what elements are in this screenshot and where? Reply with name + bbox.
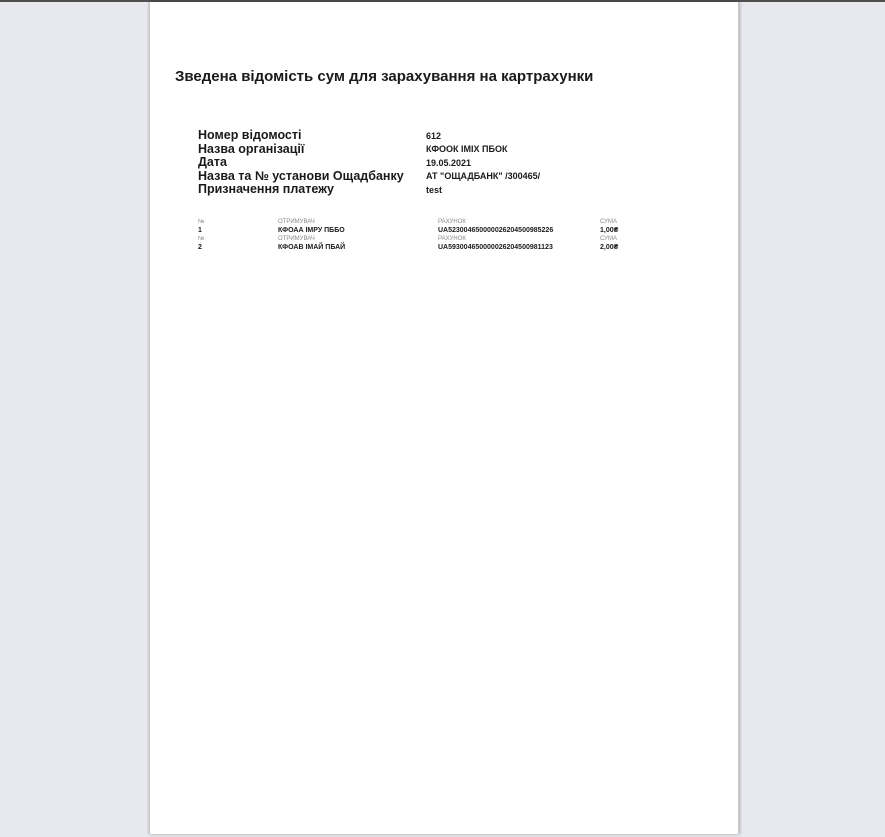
document-title: Зведена відомість сум для зарахування на картрахунки: [175, 68, 594, 85]
column-header-recipient: ОТРИМУВАЧ: [278, 219, 315, 226]
table-header-row: [198, 218, 640, 227]
row-recipient: КФОАА ІМРУ ПББО: [278, 227, 345, 235]
info-label: Назва організації: [198, 141, 305, 156]
table-row: [198, 244, 640, 253]
info-row-payment-purpose: [198, 183, 540, 197]
table-header-row: [198, 235, 640, 244]
info-row-statement-number: [198, 129, 540, 143]
info-value: КФООК ІМІХ ПБОК: [426, 144, 508, 155]
column-header-account: РАХУНОК: [438, 236, 466, 243]
info-value: 612: [426, 130, 442, 141]
column-header-number: №: [198, 219, 205, 226]
row-amount: 2,00₴: [600, 244, 619, 252]
info-label: Дата: [198, 155, 227, 170]
column-header-amount: СУМА: [600, 236, 617, 243]
payments-table: [198, 218, 640, 252]
document-info-block: [198, 129, 540, 197]
info-label: Назва та № установи Ощадбанку: [198, 168, 404, 183]
table-row: [198, 227, 640, 236]
row-amount: 1,00₴: [600, 227, 619, 235]
info-label: Номер відомості: [198, 128, 302, 143]
row-recipient: КФОАВ ІМАЙ ПБАЙ: [278, 244, 346, 252]
info-value: test: [426, 184, 443, 195]
column-header-amount: СУМА: [600, 219, 617, 226]
column-header-recipient: ОТРИМУВАЧ: [278, 236, 315, 243]
info-value: 19.05.2021: [426, 157, 472, 168]
column-header-account: РАХУНОК: [438, 219, 466, 226]
row-account: UA593004650000026204500981123: [438, 244, 553, 252]
document-page: [149, 2, 739, 834]
row-number: 2: [198, 244, 202, 252]
row-account: UA523004650000026204500985226: [438, 227, 554, 235]
column-header-number: №: [198, 236, 205, 243]
info-value: АТ "ОЩАДБАНК" /300465/: [426, 171, 541, 182]
info-row-date: [198, 156, 540, 170]
info-row-organization: [198, 143, 540, 157]
row-number: 1: [198, 227, 202, 235]
info-label: Призначення платежу: [198, 182, 334, 197]
info-row-bank-branch: [198, 170, 540, 184]
